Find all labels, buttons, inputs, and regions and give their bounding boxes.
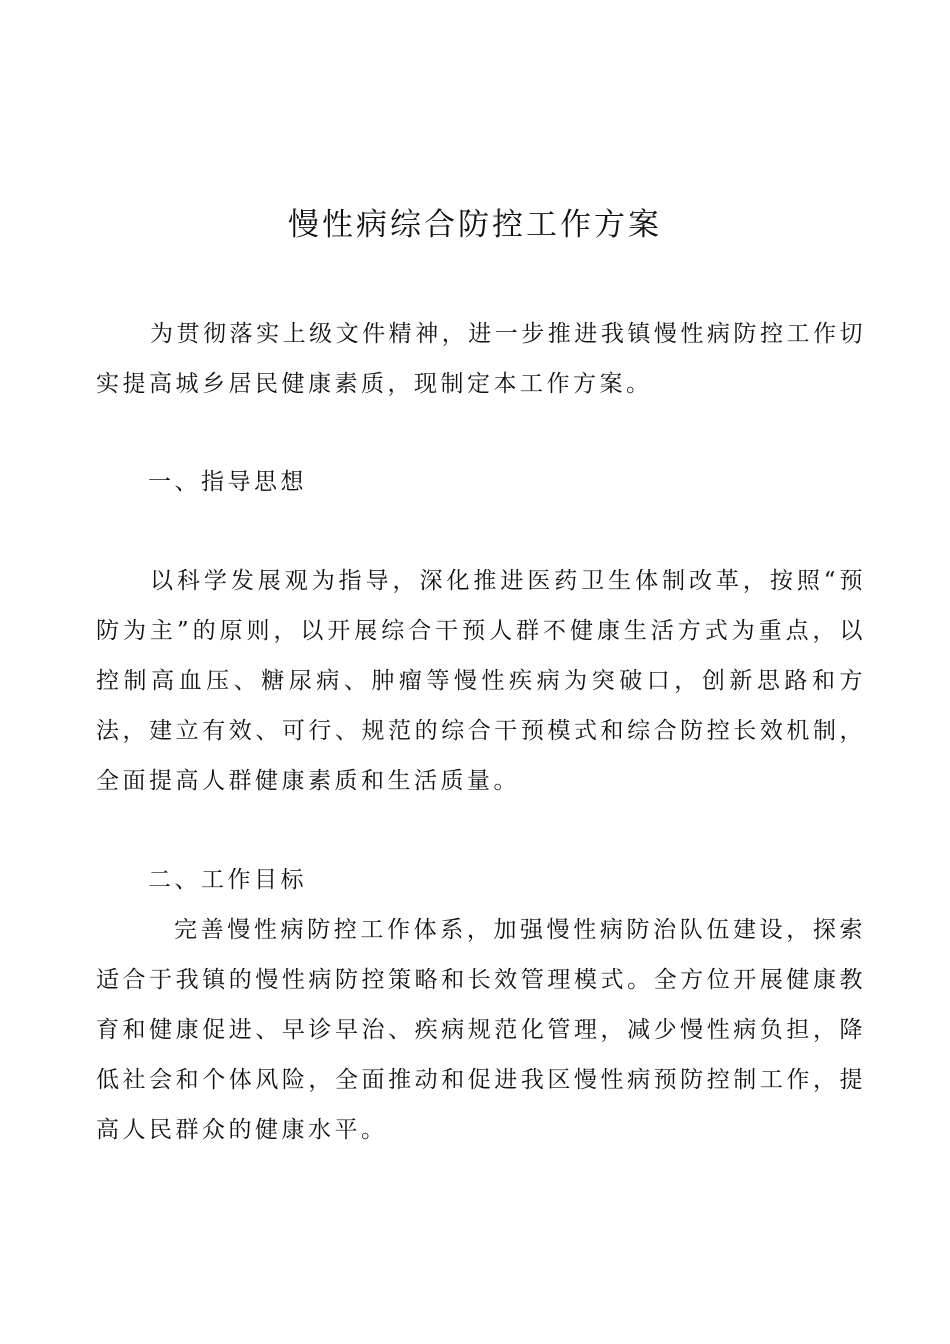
section-heading-guiding-ideology: 一、指导思想 xyxy=(148,469,307,495)
section-body-work-goals: 完善慢性病防控工作体系，加强慢性病防治队伍建设，探索适合于我镇的慢性病防控策略和长效管理模式。全方位开展健康教育和健康促进、早诊早治、疾病规范化管理，减少慢性病负担，降低社会和个体风险，全面推动和促进我区慢性病预防控制工作，提高人民群众的健康水平。 xyxy=(96,917,866,1143)
intro-paragraph: 为贯彻落实上级文件精神，进一步推进我镇慢性病防控工作切实提高城乡居民健康素质，现制定本工作方案。 xyxy=(96,321,866,397)
document-title: 慢性病综合防控工作方案 xyxy=(288,207,662,243)
section-heading-work-goals: 二、工作目标 xyxy=(148,867,307,893)
section-body-guiding-ideology: 以科学发展观为指导，深化推进医药卫生体制改革，按照“预防为主”的原则，以开展综合干预人群不健康生活方式为重点，以控制高血压、糖尿病、肿瘤等慢性疾病为突破口，创新思路和方法，建立有效、可行、规范的综合干预模式和综合防控长效机制，全面提高人群健康素质和生活质量。 xyxy=(96,568,866,794)
